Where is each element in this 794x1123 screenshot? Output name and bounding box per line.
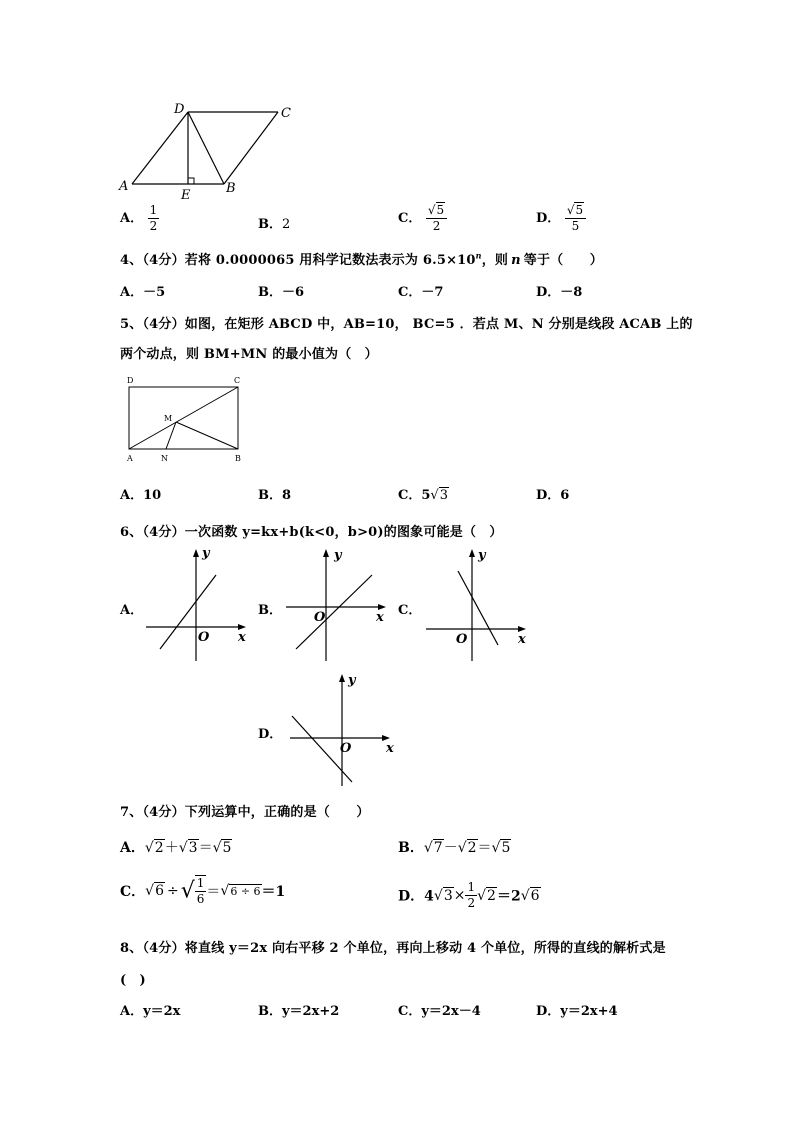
x-label: x	[376, 610, 384, 625]
label-b: B	[226, 181, 236, 196]
equals-sign: ＝	[198, 840, 213, 856]
radicand: 6	[530, 887, 540, 904]
sqrt: √3	[433, 887, 453, 904]
label-d: D	[127, 376, 134, 385]
numerator: √5	[565, 203, 586, 219]
q7-stem: 7、（4分）下列运算中，正确的是（ ）	[120, 805, 370, 820]
q3-option-b[interactable]	[258, 213, 290, 232]
option-label: B．	[258, 217, 282, 232]
radicand: 3	[439, 488, 448, 503]
q3-option-d[interactable]	[536, 203, 586, 234]
q8-stem-line1: 8、（4分）将直线 y＝2x 向右平移 2 个单位，再向上移动 4 个单位，所得的直线的解析式是	[120, 941, 666, 956]
y-label: y	[478, 548, 486, 563]
fraction	[465, 880, 477, 911]
label-c: C	[281, 106, 291, 121]
y-arrow-icon	[339, 674, 345, 682]
q4-stem-end: 等于（ ）	[523, 253, 603, 268]
label-a: A	[119, 179, 129, 194]
edge-cb	[224, 112, 278, 184]
option-label: A．	[120, 840, 145, 856]
numerator: 1	[467, 880, 476, 894]
denominator: 6	[196, 892, 205, 906]
option-label: C．	[120, 884, 146, 900]
q4-stem-text: 4、（4分）若将 0.0000065 用科学记数法表示为 6.5×10	[120, 253, 476, 268]
y-arrow-icon	[323, 549, 329, 557]
exponent: n	[475, 250, 482, 261]
radicand: 6 ÷ 6	[230, 885, 261, 898]
label-n: N	[161, 454, 168, 463]
label-c: C	[234, 376, 241, 385]
seg-bm	[176, 422, 238, 449]
q8-option-b[interactable]: B．y＝2x+2	[258, 1004, 340, 1019]
x-label: x	[238, 630, 246, 645]
fraction	[565, 203, 586, 234]
fraction	[148, 203, 160, 234]
y-arrow-icon	[469, 549, 475, 557]
label-m: M	[164, 414, 173, 423]
q4-stem	[120, 249, 603, 268]
variable-n: n	[511, 253, 521, 268]
result: ＝1	[261, 884, 286, 900]
radicand: 3	[188, 840, 198, 856]
sqrt: √3	[430, 488, 448, 503]
radicand: 5	[222, 840, 232, 856]
q6-stem: 6、（4分）一次函数 y=kx+b(k<0，b>0)的图象可能是（ ）	[120, 525, 503, 540]
q5-stem-line2: 两个动点，则 BM+MN 的最小值为（ ）	[120, 347, 378, 362]
radicand: 2	[154, 840, 164, 856]
function-line	[296, 575, 372, 649]
q7-option-d[interactable]	[398, 880, 541, 911]
q5-option-c[interactable]	[398, 484, 449, 503]
q6-graph-c[interactable]	[422, 545, 534, 663]
equals-sign: ＝	[206, 884, 221, 900]
fraction	[195, 875, 207, 907]
radicand: 5	[501, 840, 511, 856]
equals-sign: ＝2	[496, 888, 521, 905]
radicand: 2	[467, 840, 477, 856]
denominator: 2	[149, 219, 158, 233]
plus-sign: ＋	[164, 840, 179, 856]
label-e: E	[181, 188, 191, 202]
q7-option-c[interactable]	[120, 875, 285, 907]
y-arrow-icon	[193, 549, 199, 557]
seg-mn	[166, 422, 176, 449]
origin-label: O	[456, 632, 468, 647]
q6-option-b-label[interactable]: B．	[258, 603, 282, 618]
q5-option-b[interactable]: B．8	[258, 488, 292, 503]
x-label: x	[386, 741, 394, 756]
diag-ac	[129, 387, 238, 449]
q3-option-c[interactable]	[398, 203, 447, 234]
sqrt: √6 ÷ 6	[220, 883, 261, 899]
origin-label: O	[340, 741, 352, 756]
fraction	[426, 203, 447, 234]
parallelogram-figure	[118, 100, 298, 202]
q8-option-d[interactable]: D．y＝2x+4	[536, 1004, 618, 1019]
sqrt-sign: √	[180, 878, 195, 904]
right-angle-mark	[188, 178, 194, 184]
q3-option-a[interactable]	[120, 203, 159, 234]
radicand: 2	[487, 887, 496, 904]
option-label: B．	[398, 840, 424, 856]
y-label: y	[348, 673, 356, 688]
denominator: 5	[571, 219, 580, 233]
numerator: 1	[196, 876, 205, 890]
option-label: C．5	[398, 488, 431, 503]
times-sign: ×	[453, 887, 466, 904]
q4-option-d[interactable]: D．－8	[536, 285, 583, 300]
numerator: √5	[426, 203, 447, 219]
option-label: A．	[120, 211, 144, 226]
denominator: 2	[467, 896, 476, 910]
option-label: D．4	[398, 888, 434, 905]
sqrt: √2	[477, 887, 496, 904]
origin-label: O	[314, 610, 326, 625]
q5-option-a[interactable]: A．10	[120, 488, 162, 503]
q7-option-b[interactable]	[398, 837, 511, 857]
q5-option-d[interactable]: D．6	[536, 488, 570, 503]
divide-sign: ÷	[167, 883, 179, 899]
y-label: y	[202, 546, 210, 561]
label-d: D	[174, 102, 185, 117]
radicand: 7	[433, 840, 443, 856]
q5-stem-line1: 5、（4分）如图，在矩形 ABCD 中，AB=10， BC=5 ．若点 M、N 分别是线段 ACAB 上的	[120, 317, 693, 332]
q6-graph-d[interactable]	[286, 670, 398, 788]
q6-graph-a[interactable]	[142, 545, 254, 663]
q6-option-a-label[interactable]: A．	[120, 603, 144, 618]
option-label: D．	[536, 211, 561, 226]
q8-stem-line2: ( )	[120, 973, 146, 988]
radicand: 6	[155, 883, 164, 899]
sqrt: √3	[178, 840, 198, 856]
q6-graph-b[interactable]	[282, 545, 394, 663]
radicand: 5	[575, 203, 584, 217]
diag-db	[188, 112, 224, 184]
sqrt: √2	[144, 840, 164, 856]
rectangle-figure	[122, 373, 252, 465]
q4-option-c[interactable]: C．－7	[398, 285, 444, 300]
minus-sign: －	[443, 840, 458, 856]
radicand: 3	[443, 887, 453, 904]
q7-option-a[interactable]	[120, 837, 232, 857]
label-a: A	[127, 454, 133, 463]
q4-option-a[interactable]: A．－5	[120, 285, 166, 300]
sqrt: √2	[457, 840, 477, 856]
y-label: y	[334, 548, 342, 563]
q6-option-d-label[interactable]: D．	[258, 727, 283, 742]
radicand: 5	[436, 203, 445, 217]
label-b: B	[235, 454, 241, 463]
option-value: 2	[282, 217, 291, 232]
sqrt: √5	[212, 840, 232, 856]
sqrt: √6	[520, 887, 540, 904]
sqrt: √6	[145, 883, 164, 899]
q4-stem-mid: ，则	[481, 253, 509, 268]
q6-option-c-label[interactable]: C．	[398, 603, 422, 618]
q4-option-b[interactable]: B．－6	[258, 285, 305, 300]
numerator: 1	[149, 203, 158, 217]
q8-option-c[interactable]: C．y＝2x－4	[398, 1004, 481, 1019]
edge-ad	[132, 112, 188, 184]
denominator: 2	[432, 219, 441, 233]
equals-sign: ＝	[477, 840, 492, 856]
sqrt: √5	[491, 840, 511, 856]
q8-option-a[interactable]: A．y＝2x	[120, 1004, 181, 1019]
x-label: x	[518, 632, 526, 647]
sqrt: √7	[423, 840, 443, 856]
origin-label: O	[198, 630, 210, 645]
option-label: C．	[398, 211, 422, 226]
